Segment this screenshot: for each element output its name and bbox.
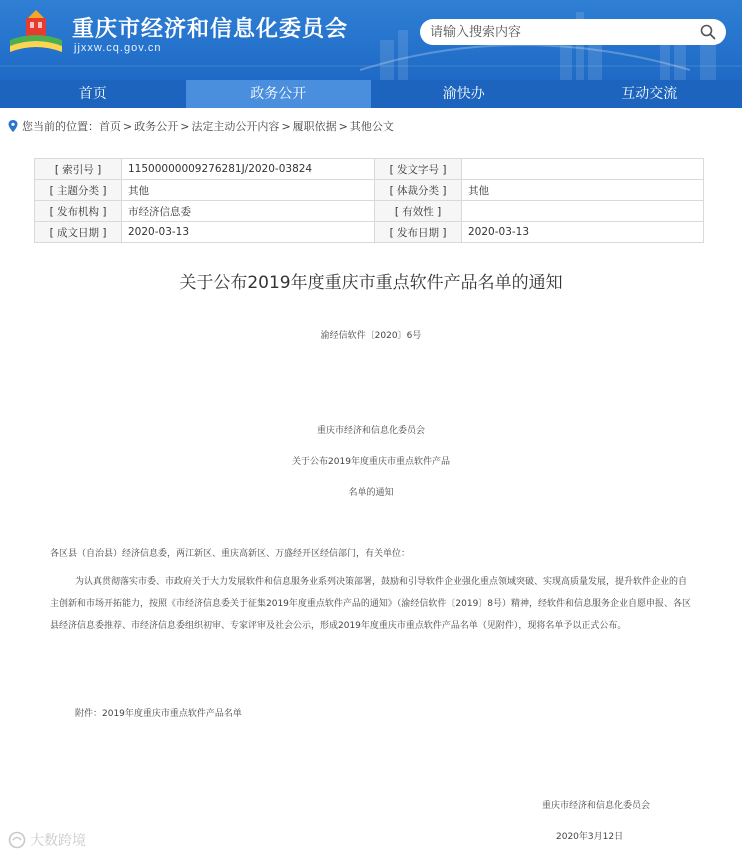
search-input[interactable] (430, 19, 690, 45)
table-row (35, 201, 704, 222)
breadcrumb (8, 118, 394, 134)
breadcrumb-government-affairs[interactable]: 政务公开 (134, 120, 179, 133)
breadcrumb-separator: > (338, 119, 348, 133)
meta-key: [ 体裁分类 ] (375, 180, 462, 201)
site-domain: jjxxw.cq.gov.cn (74, 42, 162, 54)
meta-value (462, 201, 704, 222)
signature-organization: 重庆市经济和信息化委员会 (542, 801, 651, 811)
document-number: 渝经信软件〔2020〕6号 (320, 331, 422, 341)
meta-value: 其他 (122, 180, 375, 201)
breadcrumb-statutory-disclosure[interactable]: 法定主动公开内容 (191, 120, 280, 133)
meta-key: [ 成文日期 ] (35, 222, 122, 243)
search-icon[interactable] (700, 24, 716, 40)
meta-value (462, 159, 704, 180)
government-logo-icon (8, 8, 64, 54)
notice-subtitle-line-2: 名单的通知 (348, 488, 394, 498)
issuer-name: 重庆市经济和信息化委员会 (316, 426, 425, 436)
breadcrumb-prefix: 您当前的位置： (22, 120, 99, 133)
breadcrumb-separator: > (180, 119, 190, 133)
meta-key: [ 发布机构 ] (35, 201, 122, 222)
table-row (35, 222, 704, 243)
meta-value: 2020-03-13 (462, 222, 704, 243)
meta-value: 11500000009276281J/2020-03824 (122, 159, 375, 180)
nav-item-interaction[interactable]: 互动交流 (621, 86, 678, 102)
document-meta-table (34, 158, 704, 243)
document-title: 关于公布2019年度重庆市重点软件产品名单的通知 (179, 273, 563, 293)
main-nav (0, 80, 742, 108)
meta-value: 其他 (462, 180, 704, 201)
breadcrumb-home[interactable]: 首页 (99, 120, 121, 133)
site-header (0, 0, 742, 80)
meta-key: [ 发文字号 ] (375, 159, 462, 180)
watermark-logo-icon (8, 831, 26, 849)
meta-value: 2020-03-13 (122, 222, 375, 243)
nav-item-home[interactable]: 首页 (78, 86, 107, 102)
signature-date: 2020年3月12日 (556, 832, 624, 842)
breadcrumb-separator: > (281, 119, 291, 133)
watermark-text: 大数跨境 (30, 833, 86, 849)
meta-key: [ 发布日期 ] (375, 222, 462, 243)
breadcrumb-separator: > (123, 119, 133, 133)
table-row (35, 180, 704, 201)
attachment-link[interactable]: 附件：2019年度重庆市重点软件产品名单 (75, 709, 242, 719)
meta-value: 市经济信息委 (122, 201, 375, 222)
nav-item-government-affairs[interactable]: 政务公开 (186, 80, 372, 108)
notice-subtitle-line-1: 关于公布2019年度重庆市重点软件产品 (292, 457, 450, 467)
breadcrumb-duty-basis[interactable]: 履职依据 (292, 120, 337, 133)
breadcrumb-other-documents[interactable]: 其他公文 (349, 120, 394, 133)
search-box (420, 19, 726, 45)
table-row (35, 159, 704, 180)
meta-key: [ 有效性 ] (375, 201, 462, 222)
location-pin-icon (8, 120, 18, 132)
body-paragraph: 为认真贯彻落实市委、市政府关于大力发展软件和信息服务业系列决策部署，鼓励和引导软件企业强化重点领域突破、实现高质量发展，提升软件企业的自主创新和市场开拓能力，按照《市经济信息委关于征集2019年度重点软件产品的通知》（渝经信软件〔2019〕8号）精神，经软件和信息服务企业自愿申报、各区县经济信息委推荐、市经济信息委组织初审、专家评审及社会公示，形成2019年度重庆市重点软件产品名单（见附件），现将名单予以正式公布。 (50, 577, 692, 631)
watermark (8, 830, 86, 850)
meta-key: [ 主题分类 ] (35, 180, 122, 201)
site-title[interactable]: 重庆市经济和信息化委员会 (72, 17, 349, 42)
meta-key: [ 索引号 ] (35, 159, 122, 180)
recipients: 各区县（自治县）经济信息委，两江新区、重庆高新区、万盛经开区经信部门，有关单位： (50, 549, 411, 559)
nav-item-yukuaiban[interactable]: 渝快办 (442, 86, 485, 102)
